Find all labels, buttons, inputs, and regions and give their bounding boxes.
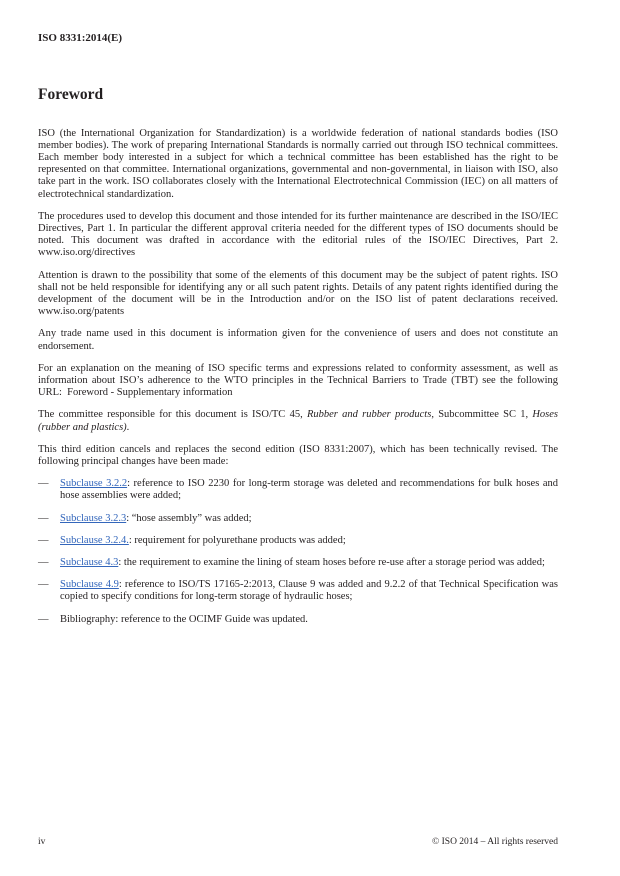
text-run: : reference to ISO/TS 17165-2:2013, Clause 9 was added and 9.2.2 of that Technical Specification was copied to specify conditions for long-term storage of hydraulic hoses; <box>60 579 559 603</box>
text-run: : “hose assembly” was added; <box>126 512 252 524</box>
text-run: : requirement for polyurethane products was added; <box>128 534 346 546</box>
list-item <box>38 535 558 547</box>
text-run: Rubber and rubber products <box>306 409 432 421</box>
subclause-link[interactable]: Subclause 3.2.2 <box>60 478 128 490</box>
list-item <box>38 557 558 569</box>
text-run: ISO (the International Organization for Standardization) is a worldwide federation of national standards bodies (ISO member bodies). The work of preparing International Standards is normally carried out through ISO technical committees. Each member body interested in a subject for which a technical committee has been established has the right to be represented on that committee. International organizations, governmental and non-governmental, in liaison with ISO, also take part in the work. ISO collaborates closely with the International Electrotechnical Commission (IEC) on all matters of electrotechnical standardization. <box>38 127 558 200</box>
dash-bullet: — <box>38 534 49 546</box>
list-item-text <box>60 478 558 502</box>
dash-bullet: — <box>38 613 49 625</box>
paragraph <box>38 270 558 319</box>
paragraph <box>38 211 558 260</box>
list-item-text <box>60 614 558 626</box>
list-item-text <box>60 579 558 603</box>
list-item <box>38 614 558 626</box>
paragraph <box>38 409 558 433</box>
list-item-text <box>60 535 558 547</box>
paragraph <box>38 128 558 201</box>
text-run: Attention is drawn to the possibility that some of the elements of this document may be the subject of patent rights. ISO shall not be held responsible for identifying any or all such patent rights. Details of any patent rights identified during the development of the document will be in the Introduction and/or on the ISO list of patent declarations received. www.iso.org/patents <box>38 269 558 318</box>
paragraph <box>38 328 558 352</box>
list-item <box>38 513 558 525</box>
copyright-notice: © ISO 2014 – All rights reserved <box>432 837 558 847</box>
text-run: The procedures used to develop this document and those intended for its further maintenance are described in the ISO/IEC Directives, Part 1. In particular the different approval criteria needed for the different types of ISO documents should be noted. This document was drafted in accordance with the editorial rules of the ISO/IEC Directives, Part 2. www.iso.org/directives <box>38 210 558 259</box>
text-run: Any trade name used in this document is information given for the convenience of users and does not constitute an endorsement. <box>38 328 558 352</box>
text-run: Hoses (rubber and plastics) <box>38 409 559 433</box>
dash-bullet: — <box>38 579 49 591</box>
subclause-link[interactable]: Subclause 4.9 <box>60 579 119 591</box>
section-title: Foreword <box>38 86 104 103</box>
page-footer <box>38 836 558 848</box>
text-run: This third edition cancels and replaces the second edition (ISO 8331:2007), which has been technically revised. The following principal changes have been made: <box>38 443 558 468</box>
text-run: Bibliography: reference to the OCIMF Guide was updated. <box>60 613 308 625</box>
list-item-text <box>60 557 558 569</box>
paragraphs <box>38 128 558 469</box>
text-run: . <box>126 421 130 433</box>
subclause-link[interactable]: Subclause 3.2.4. <box>60 534 129 546</box>
text-run: : the requirement to examine the lining of steam hoses before re-use after a storage period was added; <box>118 557 545 569</box>
list-item-text <box>60 513 558 525</box>
page-number: iv <box>38 837 46 847</box>
paragraph <box>38 444 558 468</box>
text-run: The committee responsible for this document is ISO/TC 45, <box>38 409 307 421</box>
text-run: For an explanation on the meaning of ISO specific terms and expressions related to conformity assessment, as well as information about ISO’s adherence to the WTO principles in the Technical Barriers to Trade (TBT) see the following URL: Foreword - Supplementary information <box>38 362 558 399</box>
doc-reference: ISO 8331:2014(E) <box>38 32 123 44</box>
text-run: , Subcommittee SC 1, <box>431 409 533 421</box>
subclause-link[interactable]: Subclause 3.2.3 <box>60 512 127 524</box>
dash-bullet: — <box>38 557 49 569</box>
list-item <box>38 579 558 603</box>
paragraph <box>38 363 558 400</box>
text-run: : reference to ISO 2230 for long-term storage was deleted and recommendations for bulk hoses and hose assemblies were added; <box>60 478 558 502</box>
change-list <box>38 478 558 626</box>
list-item <box>38 478 558 502</box>
dash-bullet: — <box>38 512 49 524</box>
dash-bullet: — <box>38 478 49 490</box>
subclause-link[interactable]: Subclause 4.3 <box>60 557 119 569</box>
